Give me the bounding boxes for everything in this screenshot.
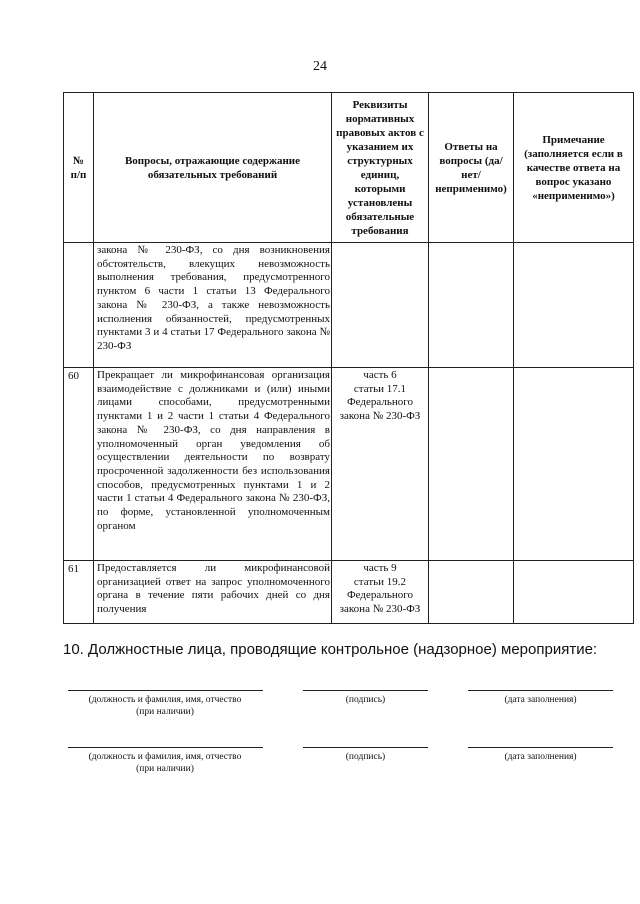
table-row xyxy=(64,561,634,624)
date-line[interactable] xyxy=(468,690,613,691)
table-row xyxy=(64,243,634,368)
date-line[interactable] xyxy=(468,747,613,748)
position-line[interactable] xyxy=(68,747,263,748)
row-requisite: часть 6 статьи 17.1 Федерального закона № 230-ФЗ xyxy=(332,368,429,561)
row-requisite xyxy=(332,243,429,368)
row-note[interactable] xyxy=(514,368,634,561)
signature-line[interactable] xyxy=(303,690,428,691)
position-line[interactable] xyxy=(68,690,263,691)
row-question: Предоставляется ли микрофинансовой организацией ответ на запрос уполномоченного органа в течение пяти рабочих дней со дня получения xyxy=(94,561,332,624)
date-caption: (дата заполнения) xyxy=(504,752,577,762)
table-header-row xyxy=(64,93,634,243)
row-answer[interactable] xyxy=(429,243,514,368)
requirements-table xyxy=(63,92,634,624)
row-number: 60 xyxy=(64,368,94,561)
signature-caption: (подпись) xyxy=(345,752,386,762)
header-note: Примечание (заполняется если в качестве ответа на вопрос указано «неприменимо») xyxy=(514,93,634,243)
signature-caption: (подпись) xyxy=(345,695,386,705)
row-question: Прекращает ли микрофинансовая организация взаимодействие с должниками и (или) иными лицами способами, предусмотренными пунктами 1 и 2 части 1 статьи 4 Федерального закона № 230-ФЗ, со дня направления в уполномоченный орган уведомления об осуществлении деятельности по возврату просроченной задолженности без использования способов, предусмотренных пунктами 1 и 2 части 1 статьи 4 Федерального закона № 230-ФЗ, по форме, установленной уполномоченным органом xyxy=(94,368,332,561)
section-title: 10. Должностные лица, проводящие контрольное (надзорное) мероприятие: xyxy=(63,641,598,658)
position-caption: (должность и фамилия, имя, отчество (при наличии) xyxy=(88,752,242,774)
position-caption: (должность и фамилия, имя, отчество (при наличии) xyxy=(88,695,242,717)
row-note[interactable] xyxy=(514,243,634,368)
row-answer[interactable] xyxy=(429,561,514,624)
row-question: закона № 230-ФЗ, со дня возникновения обстоятельств, влекущих невозможность выполнения требования, предусмотренного пунктом 6 части 1 статьи 13 Федерального закона № 230-ФЗ, а также невозможность исполнения обязанностей, предусмотренных пунктами 3 и 4 статьи 17 Федерального закона № 230-ФЗ xyxy=(94,243,332,368)
row-number xyxy=(64,243,94,368)
header-answers: Ответы на вопросы (да/нет/ неприменимо) xyxy=(429,93,514,243)
row-number: 61 xyxy=(64,561,94,624)
row-note[interactable] xyxy=(514,561,634,624)
page-number: 24 xyxy=(313,59,327,74)
row-answer[interactable] xyxy=(429,368,514,561)
header-questions: Вопросы, отражающие содержание обязательных требований xyxy=(94,93,332,243)
table-row xyxy=(64,368,634,561)
header-number: № п/п xyxy=(64,93,94,243)
row-requisite: часть 9 статьи 19.2 Федерального закона № 230-ФЗ xyxy=(332,561,429,624)
signature-line[interactable] xyxy=(303,747,428,748)
date-caption: (дата заполнения) xyxy=(504,695,577,705)
header-requisites: Реквизиты нормативных правовых актов с указанием их структурных единиц, которыми установлены обязательные требования xyxy=(332,93,429,243)
